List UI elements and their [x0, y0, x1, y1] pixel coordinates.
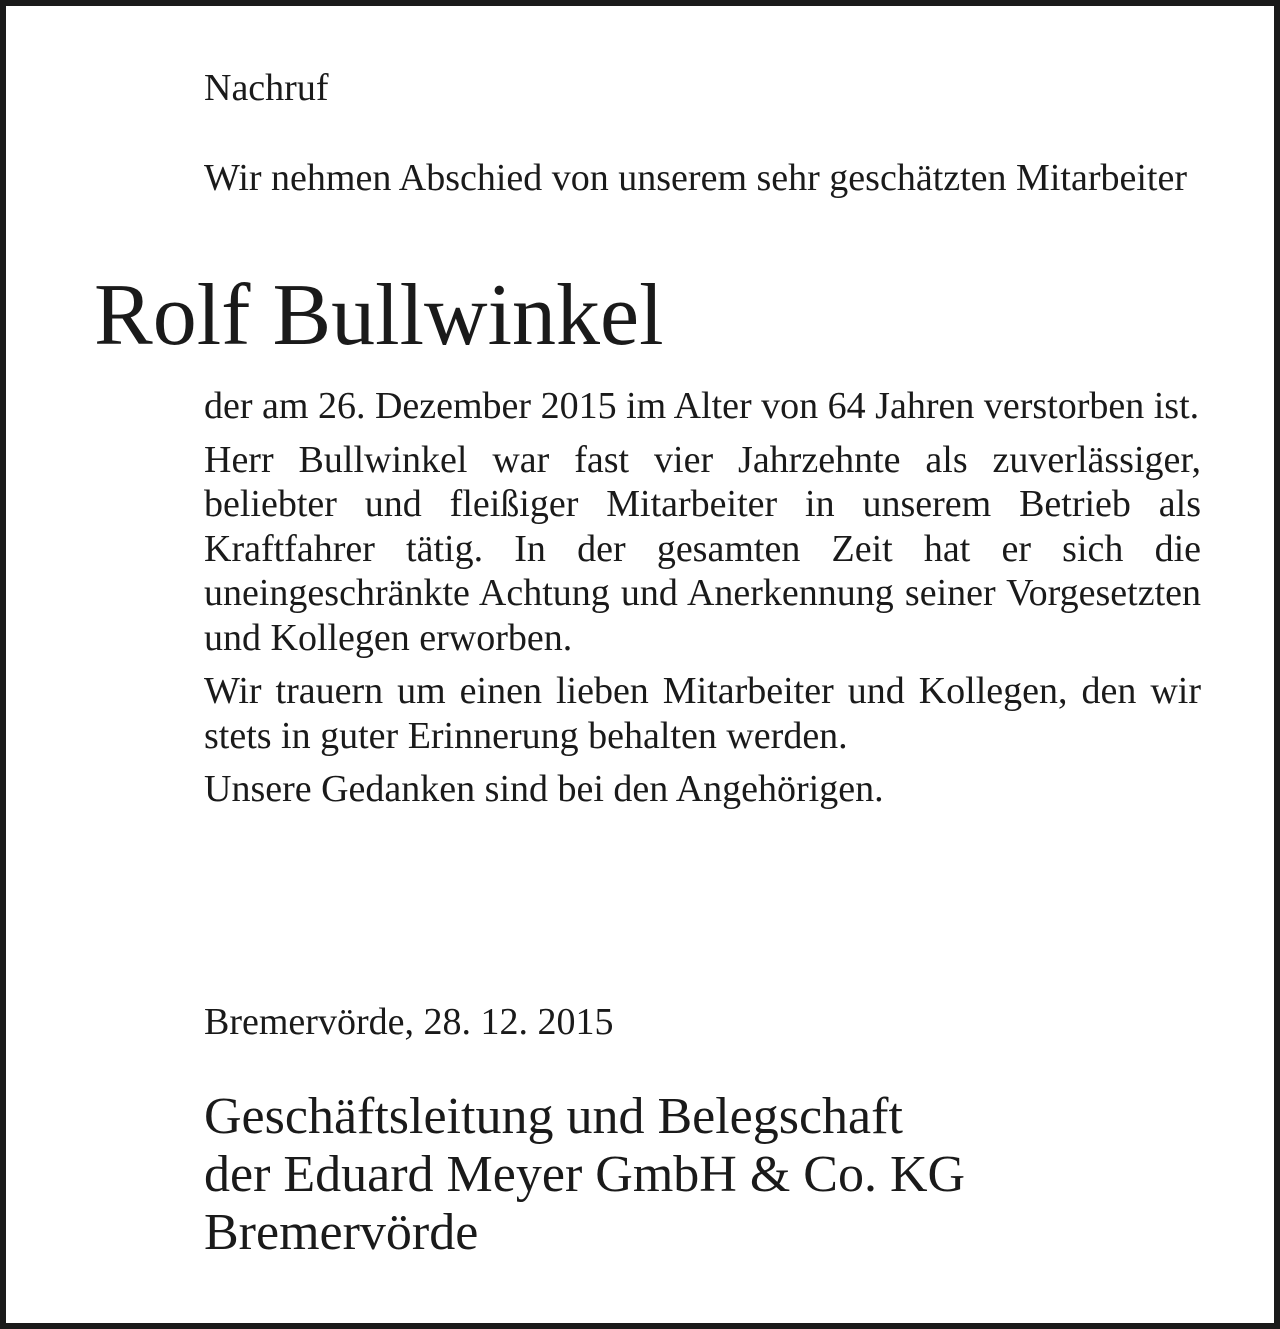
- deceased-name: Rolf Bullwinkel: [94, 267, 664, 364]
- signature-block: [204, 1088, 1201, 1262]
- notice-body: [204, 384, 1201, 812]
- signature-line: Geschäftsleitung und Belegschaft: [204, 1088, 903, 1145]
- paragraph-condolence: Unsere Gedanken sind bei den Angehörigen.: [204, 768, 884, 810]
- signature-line: Bremervörde: [204, 1204, 479, 1261]
- paragraph-career: Herr Bullwinkel war fast vier Jahrzehnte als zuverlässiger, beliebter und fleißiger Mitarbeiter in unserem Betrieb als Kraftfahrer tätig. In der gesamten Zeit hat er sich die uneingeschränkte Achtung und Anerkennung seiner Vorgesetzten und Kollegen erworben.: [204, 438, 1201, 659]
- intro-text: Wir nehmen Abschied von unserem sehr geschätzten Mitarbeiter: [204, 157, 1187, 199]
- signature-line: der Eduard Meyer GmbH & Co. KG: [204, 1146, 966, 1203]
- paragraph-death-date: der am 26. Dezember 2015 im Alter von 64 Jahren verstorben ist.: [204, 385, 1200, 427]
- notice-label: Nachruf: [204, 67, 329, 109]
- paragraph-mourning: Wir trauern um einen lieben Mitarbeiter und Kollegen, den wir stets in guter Erinnerung behalten werden.: [204, 670, 1201, 757]
- place-date: Bremervörde, 28. 12. 2015: [204, 1001, 614, 1043]
